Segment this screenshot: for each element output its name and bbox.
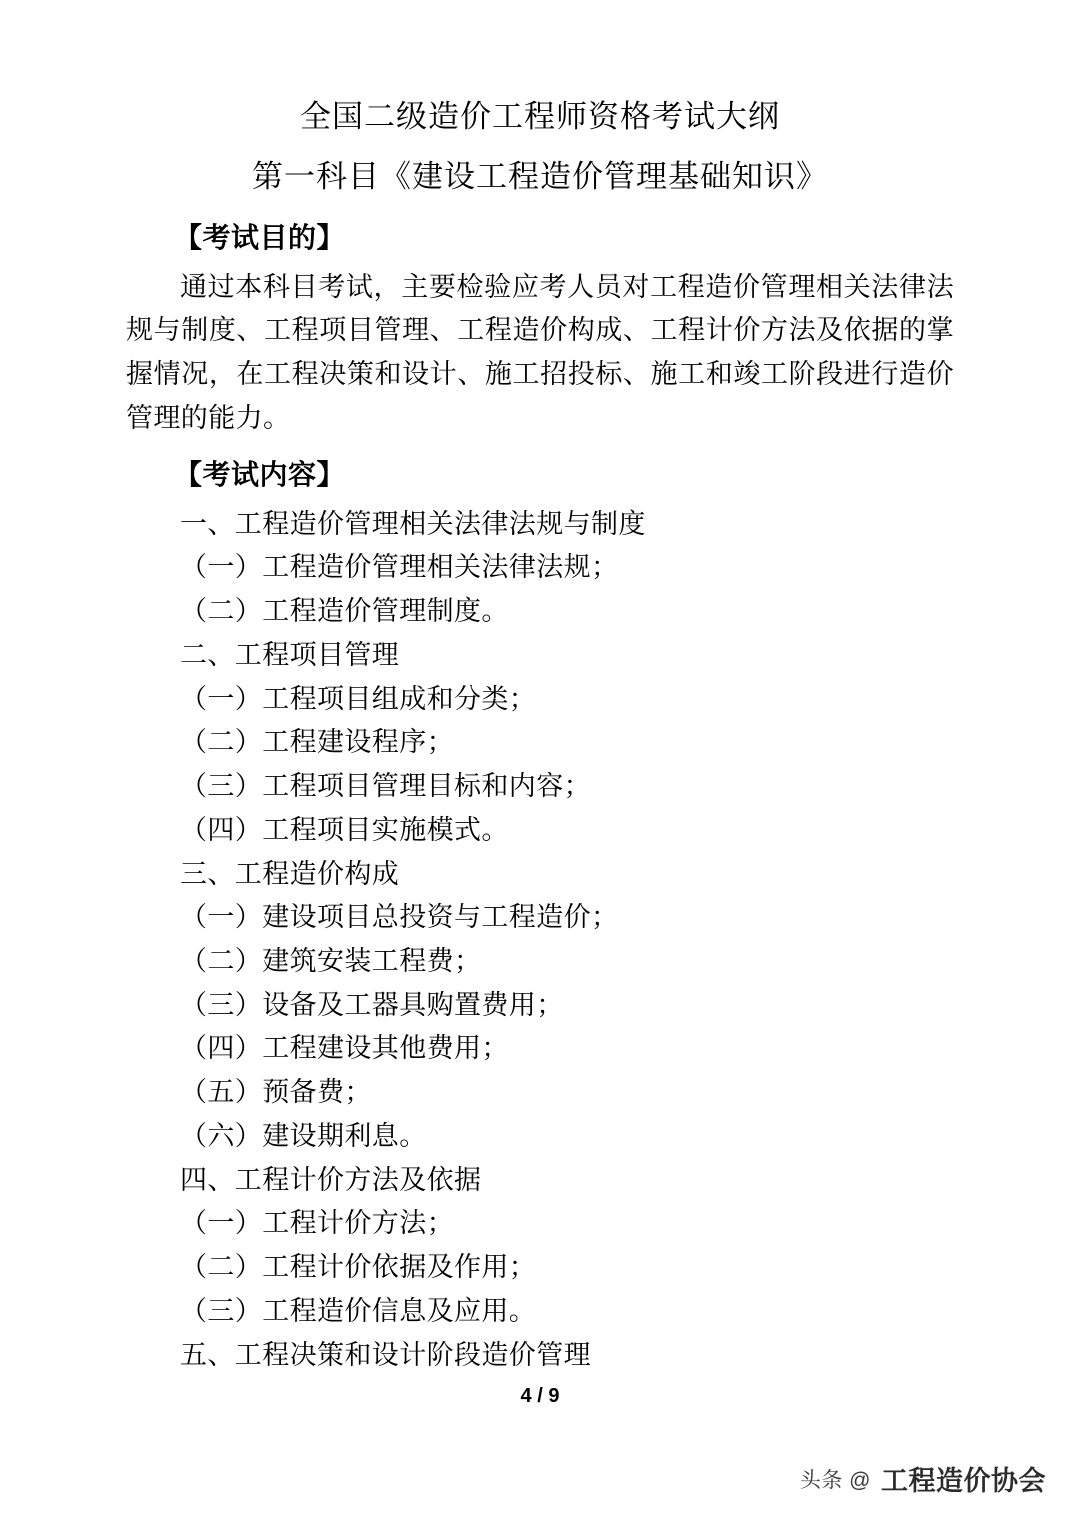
section-heading-exam-purpose: 【考试目的】 (174, 222, 346, 254)
list-item: （二）工程建设程序； (180, 727, 454, 758)
list-item: （三）设备及工器具购置费用； (180, 989, 564, 1020)
page-number: 4 / 9 (520, 1385, 560, 1407)
list-item: （五）预备费； (180, 1077, 372, 1108)
page-subtitle: 第一科目《建设工程造价管理基础知识》 (252, 158, 828, 194)
page-title: 全国二级造价工程师资格考试大纲 (300, 99, 780, 134)
watermark-prefix: 头条 @ (799, 1468, 871, 1492)
watermark (800, 1459, 1046, 1498)
list-item: （四）工程建设其他费用； (180, 1033, 509, 1064)
list-item: （三）工程造价信息及应用。 (180, 1295, 537, 1326)
list-item: （二）工程造价管理制度。 (180, 596, 509, 627)
list-item: 五、工程决策和设计阶段造价管理 (180, 1339, 591, 1370)
list-item: 三、工程造价构成 (180, 858, 400, 889)
list-item: （一）工程造价管理相关法律法规； (180, 552, 619, 583)
list-item: （四）工程项目实施模式。 (180, 814, 509, 845)
list-item: （一）工程项目组成和分类； (180, 683, 537, 714)
list-item: 一、工程造价管理相关法律法规与制度 (180, 508, 646, 539)
list-item: （六）建设期利息。 (180, 1120, 427, 1151)
list-item: （一）工程计价方法； (180, 1208, 454, 1239)
section-paragraph-exam-purpose: 通过本科目考试，主要检验应考人员对工程造价管理相关法律法规与制度、工程项目管理、工程造价构成、工程计价方法及依据的掌握情况，在工程决策和设计、施工招投标、施工和竣工阶段进行造价管理的能力。 (126, 271, 954, 433)
section-heading-exam-content: 【考试内容】 (174, 459, 346, 491)
list-item: （二）工程计价依据及作用； (180, 1252, 537, 1283)
list-item: （二）建筑安装工程费； (180, 945, 482, 976)
list-item: 二、工程项目管理 (180, 639, 400, 670)
list-item: （一）建设项目总投资与工程造价； (180, 902, 619, 933)
list-item: （三）工程项目管理目标和内容； (180, 771, 591, 802)
watermark-name: 工程造价协会 (881, 1466, 1046, 1496)
list-item: 四、工程计价方法及依据 (180, 1164, 482, 1195)
